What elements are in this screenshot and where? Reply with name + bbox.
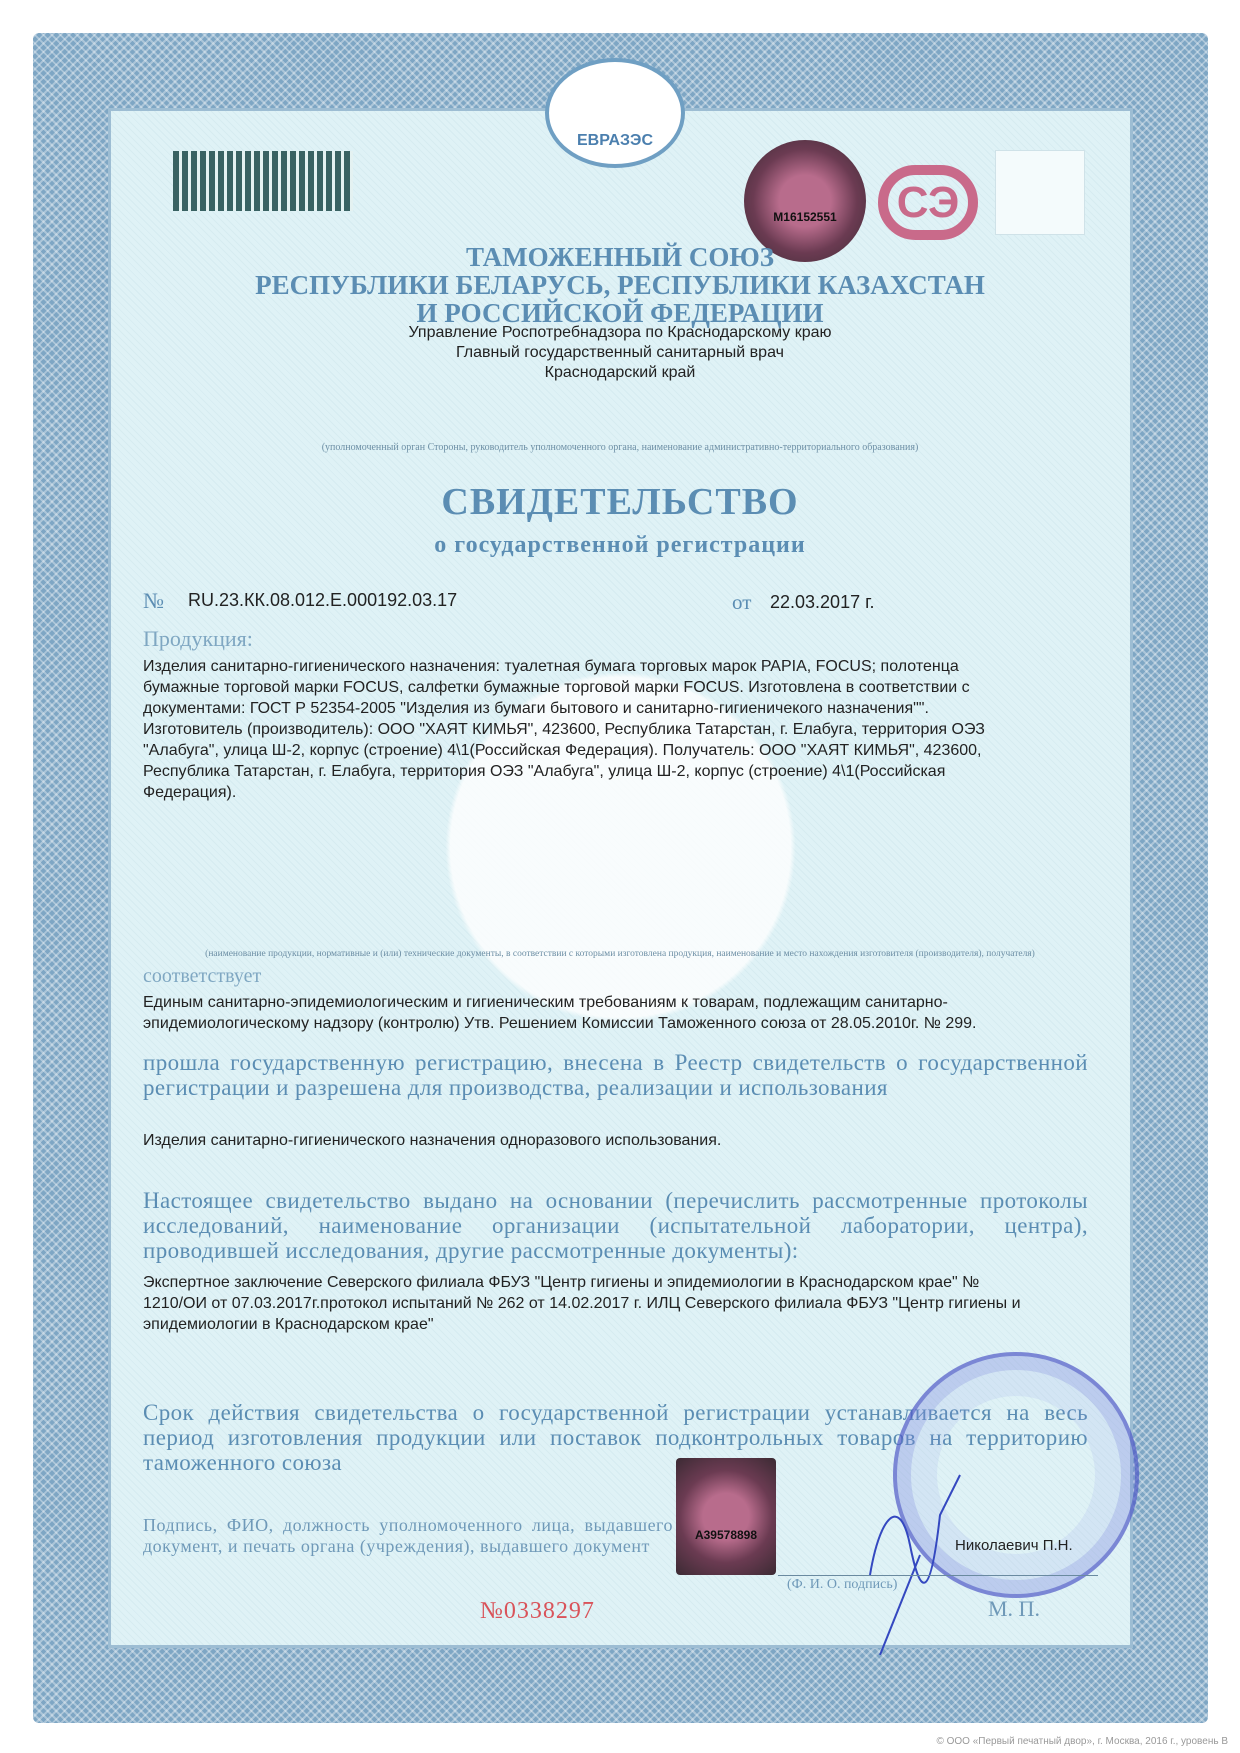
basis-text: Настоящее свидетельство выдано на основании (перечислить рассмотренные протоколы исследований, наименование организации (испытательной лаборатории, центра), проводившей исследования, другие рассмотренные документы):	[143, 1188, 1088, 1263]
hologram-code: M16152551	[773, 210, 837, 224]
serial-number: №0338297	[480, 1598, 595, 1624]
product-caption: (наименование продукции, нормативные и (или) технические документы, в соответствии с которыми изготовлена продукция, наименование и место нахождения изготовителя (производителя), получателя)	[205, 949, 1035, 959]
product-line: Федерация).	[143, 784, 237, 801]
product-label: Продукция:	[143, 626, 253, 651]
basis-line: 1210/ОИ от 07.03.2017г.протокол испытаний № 262 от 14.02.2017 г. ИЛЦ Северского филиала ФБУЗ "Центр гигиены и	[143, 1295, 1021, 1312]
document-title: СВИДЕТЕЛЬСТВО	[441, 481, 799, 523]
certificate-date	[770, 592, 874, 613]
authority-line: Управление Роспотребнадзора по Краснодарскому краю	[408, 324, 832, 341]
authority-line: Главный государственный санитарный врач	[456, 344, 784, 361]
basis-documents	[143, 1272, 1021, 1335]
conformity-label: соответствует	[143, 965, 262, 987]
seal-label: М. П.	[988, 1596, 1040, 1621]
union-title	[0, 243, 1240, 327]
date-value: 22.03.2017	[770, 592, 861, 612]
signature-label: Подпись, ФИО, должность уполномоченного лица, выдавшего документ, и печать органа (учреждения), выдавшего документ	[143, 1515, 673, 1556]
authority	[0, 323, 1240, 383]
basis-line: эпидемиологии в Краснодарском крае"	[143, 1316, 434, 1333]
authority-caption: (уполномоченный орган Стороны, руководитель уполномоченного органа, наименование административно-территориального образования)	[321, 442, 919, 453]
hologram-code: A39578898	[694, 1528, 758, 1542]
product-line: "Алабуга", улица Ш-2, корпус (строение) 4\1(Российская Федерация). Получатель: ООО "ХАЯТ КИМЬЯ", 423600,	[143, 742, 982, 759]
basis-line: Экспертное заключение Северского филиала ФБУЗ "Центр гигиены и эпидемиологии в Краснодарском крае" №	[143, 1274, 980, 1291]
signature-caption: (Ф. И. О. подпись)	[787, 1577, 898, 1592]
conformity-text	[143, 992, 976, 1034]
signer-name: Николаевич П.Н.	[955, 1537, 1073, 1554]
number-label: №	[143, 588, 164, 613]
logo-text: ЕВРАЗЭС	[576, 132, 653, 149]
security-pattern	[173, 151, 353, 211]
product-line: Республика Татарстан, г. Елабуга, территория ОЭЗ "Алабуга", улица Ш-2, корпус (строение) 4\1(Российская	[143, 763, 946, 780]
conformity-line: Единым санитарно-эпидемиологическим и гигиеническим требованиям к товарам, подлежащим санитарно-	[143, 994, 948, 1011]
product-line: Изделия санитарно-гигиенического назначения: туалетная бумага торговых марок PAPIA, FOCUS; полотенца	[143, 658, 959, 675]
date-suffix: г.	[865, 592, 875, 612]
registration-text: прошла государственную регистрацию, внесена в Реестр свидетельств о государственной регистрации и разрешена для производства, реализации и использования	[143, 1050, 1088, 1100]
watermark-box	[995, 150, 1085, 235]
product-line: бумажные торговой марки FOCUS, салфетки бумажные торговой марки FOCUS. Изготовлена в соответствии с	[143, 679, 970, 696]
signature-scribble	[850, 1455, 970, 1655]
evrazes-logo	[545, 58, 685, 168]
document-subtitle: о государственной регистрации	[434, 532, 806, 558]
conformity-line: эпидемиологическому надзору (контролю) Утв. Решением Комиссии Таможенного союза от 28.05.2010г. № 299.	[143, 1015, 977, 1032]
authority-line: Краснодарский край	[544, 364, 696, 381]
title-line: ТАМОЖЕННЫЙ СОЮЗ	[465, 242, 775, 272]
title-line: РЕСПУБЛИКИ БЕЛАРУСЬ, РЕСПУБЛИКИ КАЗАХСТАН	[255, 270, 985, 300]
product-line: Изготовитель (производитель): ООО "ХАЯТ КИМЬЯ", 423600, Республика Татарстан, г. Елабуга, территория ОЭЗ	[143, 721, 985, 738]
title-line: И РОССИЙСКОЙ ФЕДЕРАЦИИ	[416, 298, 824, 328]
hologram-bottom	[676, 1458, 776, 1575]
se-mark-icon: СЭ	[878, 165, 978, 240]
printer-footer: © ООО «Первый печатный двор», г. Москва, 2016 г., уровень В	[936, 1736, 1228, 1747]
product-line: документами: ГОСТ Р 52354-2005 "Изделия из бумаги бытового и санитарно-гигиеничекого назначения"".	[143, 700, 929, 717]
product-text	[143, 656, 985, 803]
date-label: от	[732, 590, 752, 614]
signature-line	[778, 1575, 1098, 1576]
validity-text: Срок действия свидетельства о государственной регистрации устанавливается на весь период изготовления продукции или поставок подконтрольных товаров на территорию таможенного союза	[143, 1400, 1088, 1475]
registration-value: Изделия санитарно-гигиенического назначения одноразового использования.	[143, 1132, 722, 1149]
certificate-number: RU.23.КК.08.012.Е.000192.03.17	[188, 590, 458, 610]
